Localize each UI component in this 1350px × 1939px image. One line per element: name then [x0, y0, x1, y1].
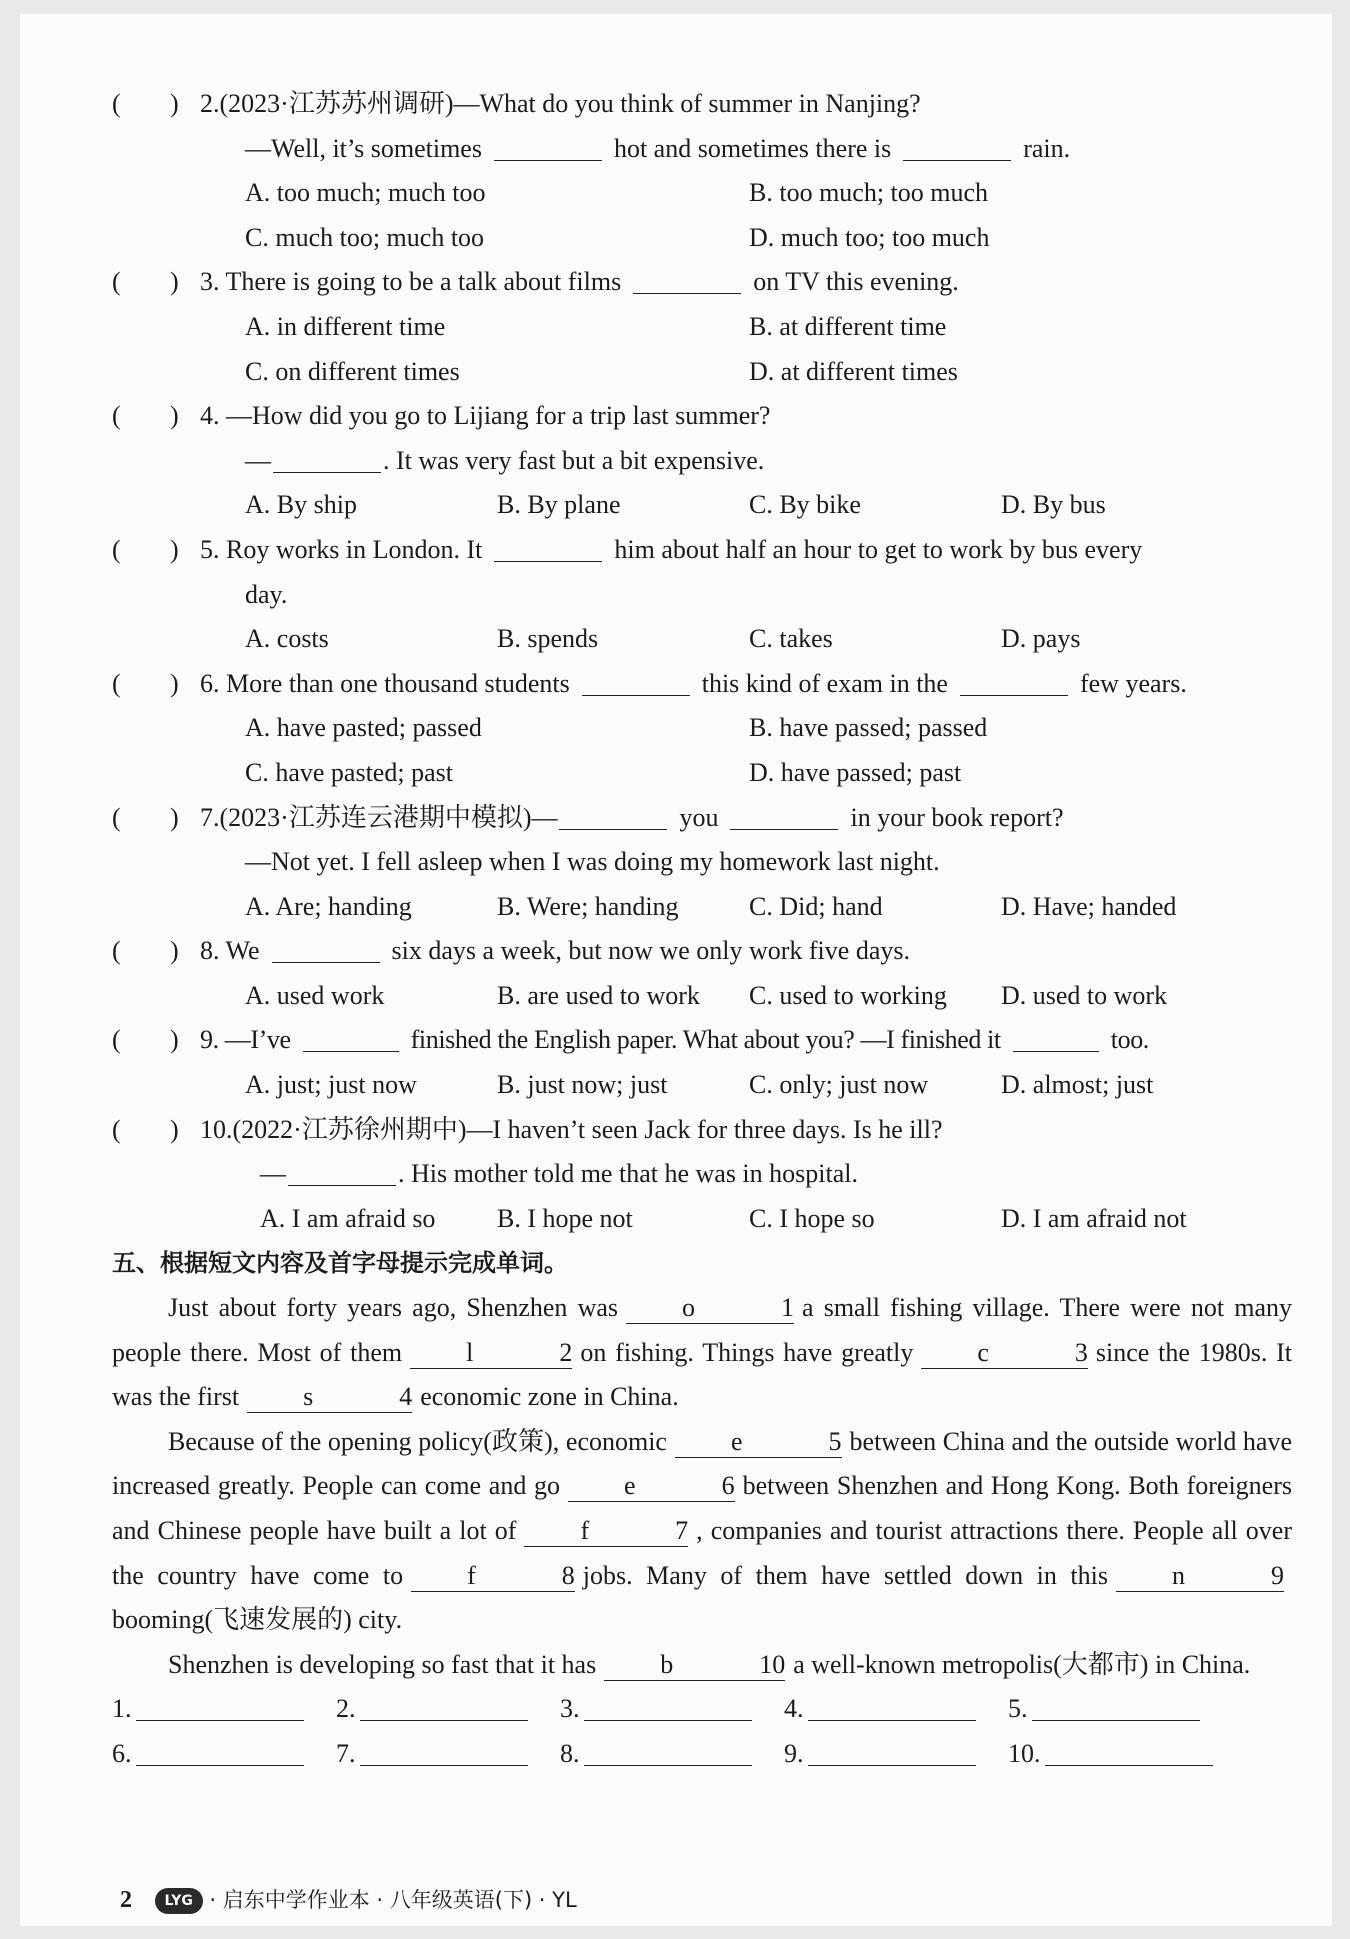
answer-line-7[interactable]	[360, 1737, 528, 1766]
fill-blank[interactable]	[1013, 1021, 1099, 1052]
question-10	[112, 1108, 1292, 1153]
option-d: D. I am afraid not	[1001, 1203, 1187, 1233]
answer-line-9[interactable]	[808, 1737, 976, 1766]
question-5	[112, 528, 1292, 573]
option-c: C. only; just now	[749, 1070, 929, 1100]
fill-blank[interactable]	[633, 263, 741, 294]
question-stem: 5. Roy works in London. It him about half an hour to get to work by bus every	[200, 528, 1142, 573]
option-d: D. at different times	[749, 356, 958, 386]
cloze-blank-9[interactable]: n 9	[1116, 1561, 1284, 1592]
question-5-line2: day.	[245, 579, 288, 609]
fill-blank[interactable]	[273, 442, 381, 473]
answer-bracket[interactable]: ( )	[112, 89, 179, 118]
answer-bracket[interactable]: ( )	[112, 668, 179, 698]
option-a: A. in different time	[245, 311, 446, 341]
publisher-logo: LYG	[155, 1888, 203, 1914]
answer-line-4[interactable]	[808, 1692, 976, 1721]
question-stem: 4. —How did you go to Lijiang for a trip last summer?	[200, 401, 771, 431]
option-c: C. have pasted; past	[245, 757, 453, 787]
question-2-line2: —Well, it’s sometimes hot and sometimes there is rain.	[245, 127, 1070, 172]
fill-blank[interactable]	[559, 799, 667, 830]
question-4-line2: — . It was very fast but a bit expensive.	[245, 439, 764, 484]
page-footer	[120, 1880, 577, 1920]
option-a: A. just; just now	[245, 1070, 417, 1100]
option-b: B. have passed; passed	[749, 713, 988, 743]
option-c: C. I hope so	[749, 1203, 875, 1233]
question-2	[112, 82, 1292, 127]
option-d: D. have passed; past	[749, 757, 962, 787]
option-d: D. almost; just	[1001, 1070, 1154, 1100]
cloze-blank-3[interactable]: c 3	[921, 1338, 1088, 1369]
option-c: C. Did; hand	[749, 891, 883, 921]
answer-row-2: 6. 7. 8. 9. 10.	[112, 1732, 1292, 1777]
option-b: B. spends	[497, 624, 599, 654]
cloze-blank-8[interactable]: f 8	[411, 1561, 575, 1592]
cloze-blank-10[interactable]: b 10	[604, 1650, 785, 1681]
question-6	[112, 662, 1292, 707]
question-stem: 2.(2023·江苏苏州调研)—What do you think of summer in Nanjing?	[200, 89, 921, 118]
cloze-blank-4[interactable]: s 4	[247, 1382, 412, 1413]
answer-bracket[interactable]: ( )	[112, 936, 179, 966]
page-number: 2	[120, 1887, 132, 1913]
answer-bracket[interactable]: ( )	[112, 1114, 179, 1144]
question-10-line2: — . His mother told me that he was in hospital.	[260, 1152, 858, 1197]
question-4	[112, 394, 1292, 439]
fill-blank[interactable]	[288, 1155, 396, 1186]
question-stem: 8. We six days a week, but now we only work five days.	[200, 929, 910, 974]
answer-line-2[interactable]	[360, 1692, 528, 1721]
question-8	[112, 929, 1292, 974]
paragraph-1: Just about forty years ago, Shenzhen was o 1 a small fishing village. There were not many people there. Most of them l 2 on fishing. Things have greatly c 3 since the 1980s. It was the first s 4 economic zone in China.	[112, 1293, 1293, 1412]
option-c: C. used to working	[749, 980, 947, 1010]
cloze-blank-1[interactable]: o 1	[626, 1293, 794, 1324]
question-3	[112, 260, 1292, 305]
option-a: A. I am afraid so	[260, 1203, 436, 1233]
option-c: C. much too; much too	[245, 222, 485, 252]
question-7-line2: —Not yet. I fell asleep when I was doing my homework last night.	[245, 847, 940, 877]
option-a: A. too much; much too	[245, 178, 486, 208]
fill-blank[interactable]	[582, 665, 690, 696]
fill-blank[interactable]	[494, 130, 602, 161]
option-b: B. Were; handing	[497, 891, 679, 921]
answer-line-3[interactable]	[584, 1692, 752, 1721]
option-d: D. much too; too much	[749, 222, 990, 252]
option-d: D. By bus	[1001, 490, 1106, 520]
option-a: A. Are; handing	[245, 891, 412, 921]
paragraph-2: Because of the opening policy(政策), economic e 5 between China and the outside world have increased greatly. People can come and go e 6 between Shenzhen and Hong Kong. Both foreigners and Chinese people have built a lot of f 7 , companies and tourist attractions there. People all over the country have come to f 8 jobs. Many of them have settled down in this n 9booming(飞速发展的) city.	[112, 1426, 1293, 1635]
question-stem: 7.(2023·江苏连云港期中模拟)— you in your book report?	[200, 796, 1064, 841]
option-c: C. By bike	[749, 490, 861, 520]
answer-line-1[interactable]	[136, 1692, 304, 1721]
section-5-title: 五、根据短文内容及首字母提示完成单词。	[112, 1249, 568, 1278]
fill-blank[interactable]	[960, 665, 1068, 696]
answer-bracket[interactable]: ( )	[112, 1025, 179, 1055]
question-stem: 6. More than one thousand students this kind of exam in the few years.	[200, 662, 1187, 707]
option-d: D. used to work	[1001, 980, 1168, 1010]
worksheet-page	[20, 14, 1332, 1926]
answer-line-10[interactable]	[1045, 1737, 1213, 1766]
option-b: B. I hope not	[497, 1203, 633, 1233]
option-d: D. pays	[1001, 624, 1081, 654]
option-b: B. too much; too much	[749, 178, 989, 208]
cloze-blank-7[interactable]: f 7	[524, 1516, 688, 1547]
option-c: C. takes	[749, 624, 833, 654]
answer-bracket[interactable]: ( )	[112, 401, 179, 431]
option-d: D. Have; handed	[1001, 891, 1177, 921]
option-a: A. used work	[245, 980, 385, 1010]
paragraph-3: Shenzhen is developing so fast that it has b 10 a well-known metropolis(大都市) in China.	[168, 1649, 1251, 1679]
cloze-blank-6[interactable]: e 6	[568, 1471, 735, 1502]
question-stem: 3. There is going to be a talk about films on TV this evening.	[200, 260, 959, 305]
fill-blank[interactable]	[494, 531, 602, 562]
question-stem: 9. —I’ve finished the English paper. What about you? —I finished it too.	[200, 1018, 1149, 1063]
option-b: B. just now; just	[497, 1070, 668, 1100]
question-stem: 10.(2022·江苏徐州期中)—I haven’t seen Jack for three days. Is he ill?	[200, 1114, 943, 1144]
fill-blank[interactable]	[303, 1021, 399, 1052]
answer-line-5[interactable]	[1032, 1692, 1200, 1721]
answer-bracket[interactable]: ( )	[112, 534, 179, 564]
answer-bracket[interactable]: ( )	[112, 267, 179, 297]
questions-area	[112, 82, 1292, 1777]
fill-blank[interactable]	[730, 799, 838, 830]
option-a: A. By ship	[245, 490, 357, 520]
option-b: B. at different time	[749, 311, 947, 341]
option-b: B. By plane	[497, 490, 621, 520]
cloze-blank-2[interactable]: l 2	[410, 1338, 572, 1369]
fill-blank[interactable]	[903, 130, 1011, 161]
fill-blank[interactable]	[272, 932, 380, 963]
option-c: C. on different times	[245, 356, 460, 386]
answer-line-6[interactable]	[136, 1737, 304, 1766]
cloze-blank-5[interactable]: e 5	[675, 1427, 842, 1458]
option-b: B. are used to work	[497, 980, 700, 1010]
question-9	[112, 1018, 1292, 1063]
answer-line-8[interactable]	[584, 1737, 752, 1766]
answer-bracket[interactable]: ( )	[112, 802, 179, 832]
question-7	[112, 796, 1292, 841]
footer-title: · 启东中学作业本 · 八年级英语(下) · YL	[209, 1888, 577, 1912]
option-a: A. costs	[245, 624, 329, 654]
answer-row-1: 1. 2. 3. 4. 5.	[112, 1687, 1292, 1732]
option-a: A. have pasted; passed	[245, 713, 482, 743]
cloze-passage	[112, 1286, 1292, 1687]
